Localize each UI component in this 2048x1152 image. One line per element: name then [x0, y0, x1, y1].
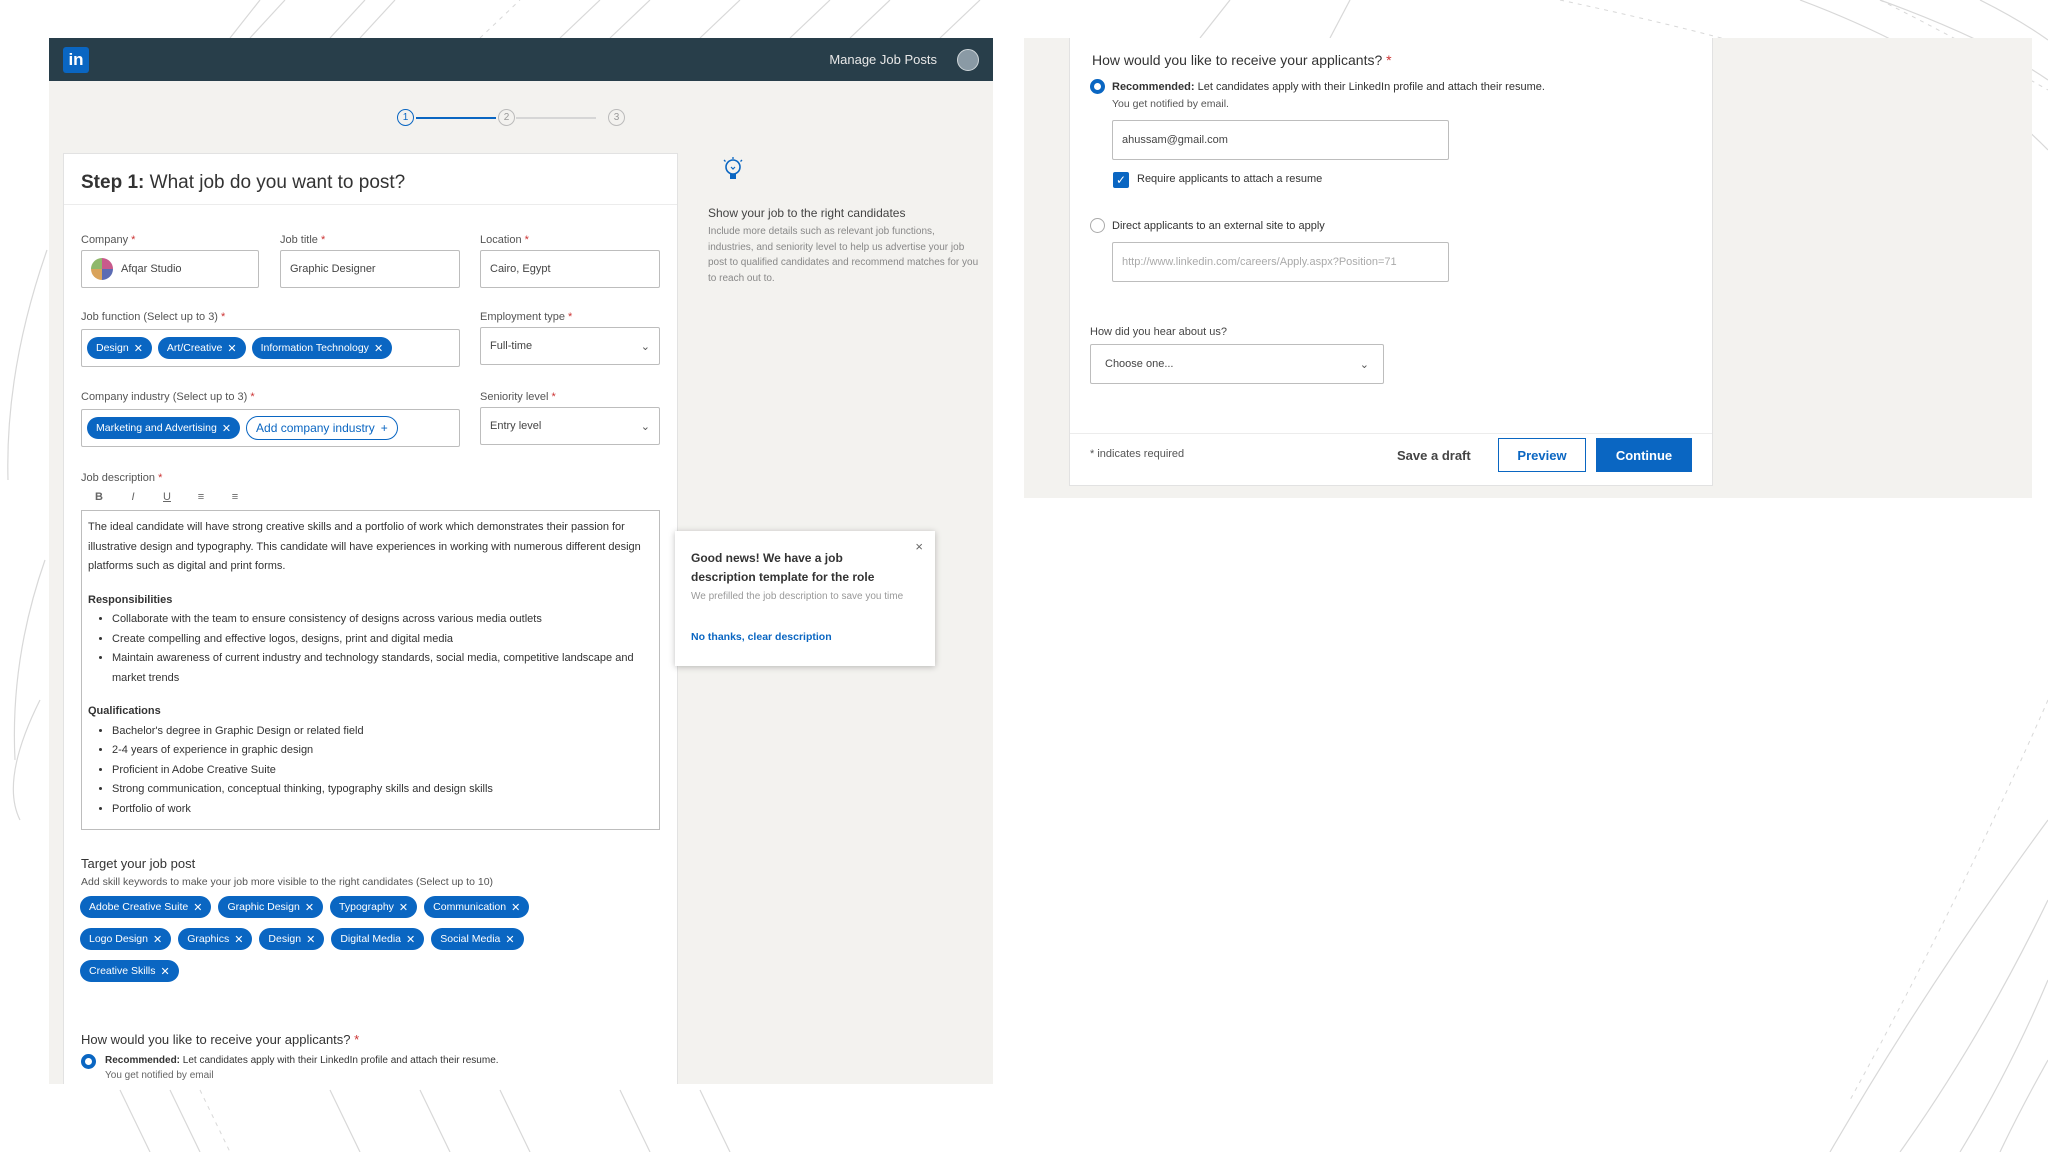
- email-field[interactable]: [1112, 120, 1449, 160]
- target-subtitle: Add skill keywords to make your job more visible to the right candidates (Select up to 10): [81, 876, 494, 888]
- add-company-industry-button[interactable]: Add company industry +: [246, 416, 398, 440]
- target-heading: Target your job post: [81, 856, 196, 871]
- remove-icon[interactable]: ✕: [227, 342, 237, 355]
- skill-chip[interactable]: Graphics ✕: [178, 928, 252, 950]
- remove-icon[interactable]: ✕: [398, 901, 409, 914]
- remove-icon[interactable]: ✕: [160, 965, 170, 978]
- skill-chip[interactable]: Design ✕: [259, 928, 324, 950]
- template-popover: [675, 531, 935, 666]
- responsibilities-heading: Responsibilities: [88, 593, 173, 606]
- italic-button[interactable]: I: [131, 491, 135, 503]
- manage-job-posts-link[interactable]: Manage Job Posts: [829, 52, 937, 67]
- tips-body: Include more details such as relevant job functions, industries, and seniority level to help us advertise your job post to qualified candidates and recommend matches for you to reach out to.: [708, 226, 979, 284]
- recommended-radio[interactable]: [81, 1054, 96, 1069]
- continue-button[interactable]: Continue: [1596, 438, 1692, 472]
- preview-button[interactable]: Preview: [1498, 438, 1586, 472]
- divider: [64, 204, 677, 205]
- list-item: • Maintain awareness of current industry and technology standards, social media, competitive landscape and market trends: [112, 649, 653, 688]
- external-url-field[interactable]: [1112, 242, 1449, 282]
- top-navbar: [49, 38, 993, 81]
- skill-chip[interactable]: Typography ✕: [330, 896, 417, 918]
- editor-toolbar: [92, 491, 242, 503]
- skill-chip[interactable]: Graphic Design ✕: [218, 896, 323, 918]
- stepper-line-progress: [416, 117, 496, 119]
- job-title-label: Job title *: [280, 234, 326, 246]
- receive-applicants-question: How would you like to receive your applicants? *: [81, 1032, 360, 1047]
- page-title: [81, 172, 405, 194]
- company-value: Afqar Studio: [121, 263, 182, 275]
- stepper: [394, 106, 634, 130]
- skill-chip[interactable]: Logo Design ✕: [80, 928, 171, 950]
- list-item: • 2-4 years of experience in graphic design: [112, 741, 653, 761]
- bulleted-list-button[interactable]: ≡: [231, 491, 239, 503]
- external-site-radio[interactable]: [1090, 218, 1105, 233]
- skill-chips-row: [80, 960, 179, 982]
- job-function-chip[interactable]: Design ✕: [87, 337, 152, 359]
- recommended-option-label: Recommended: Let candidates apply with their LinkedIn profile and attach their resume.: [105, 1055, 499, 1066]
- seniority-level-select[interactable]: [480, 407, 660, 445]
- qualifications-heading: Qualifications: [88, 705, 161, 717]
- job-function-chip[interactable]: Information Technology ✕: [252, 337, 393, 359]
- recommended-option-subtext: You get notified by email.: [1112, 98, 1229, 110]
- responsibilities-list: [112, 610, 653, 688]
- list-item: • Create compelling and effective logos, designs, print and digital media: [112, 630, 653, 650]
- external-url-placeholder: http://www.linkedin.com/careers/Apply.aspx?Position=71: [1122, 256, 1397, 268]
- remove-icon[interactable]: ✕: [306, 933, 316, 946]
- remove-icon[interactable]: ✕: [152, 933, 163, 946]
- receive-applicants-question: How would you like to receive your applicants? *: [1092, 52, 1392, 68]
- employment-type-select[interactable]: [480, 327, 660, 365]
- employment-type-label: Employment type *: [480, 311, 573, 323]
- list-item: • Proficient in Adobe Creative Suite: [112, 761, 653, 781]
- company-label: Company *: [81, 234, 136, 246]
- job-post-form-panel: [49, 38, 993, 1084]
- divider: [1070, 433, 1712, 434]
- skill-chips-row: [80, 928, 524, 950]
- close-icon[interactable]: ×: [915, 539, 923, 554]
- bold-button[interactable]: B: [95, 491, 103, 503]
- applicants-card: [1069, 38, 1713, 486]
- step-1-indicator: 1: [397, 109, 414, 126]
- remove-icon[interactable]: ✕: [505, 933, 515, 946]
- recommended-option-label: Recommended: Let candidates apply with their LinkedIn profile and attach their resume.: [1112, 81, 1545, 93]
- skill-chip[interactable]: Social Media ✕: [431, 928, 523, 950]
- list-item: • Bachelor's degree in Graphic Design or related field: [112, 722, 653, 742]
- remove-icon[interactable]: ✕: [406, 933, 416, 946]
- external-site-label: Direct applicants to an external site to apply: [1112, 220, 1325, 232]
- remove-icon[interactable]: ✕: [373, 342, 384, 355]
- seniority-level-value: Entry level: [490, 420, 542, 432]
- company-industry-chip[interactable]: Marketing and Advertising ✕: [87, 417, 240, 439]
- job-function-field[interactable]: [81, 329, 460, 367]
- list-item: • Collaborate with the team to ensure consistency of designs across various media outlets: [112, 610, 653, 630]
- require-resume-checkbox[interactable]: [1113, 172, 1129, 188]
- job-function-label: Job function (Select up to 3) *: [81, 311, 226, 323]
- chevron-down-icon: ⌄: [640, 420, 650, 433]
- plus-icon: +: [380, 421, 388, 435]
- company-industry-field[interactable]: [81, 409, 460, 447]
- step-label: Step 1:: [81, 172, 145, 193]
- remove-icon[interactable]: ✕: [511, 901, 521, 914]
- tips-title: Show your job to the right candidates: [708, 206, 906, 220]
- step-2-indicator: 2: [498, 109, 515, 126]
- company-industry-label: Company industry (Select up to 3) *: [81, 391, 255, 403]
- step-title-text: What job do you want to post?: [149, 172, 406, 193]
- step-3-indicator: 3: [608, 109, 625, 126]
- job-description-label: Job description *: [81, 472, 163, 484]
- job-function-chip[interactable]: Art/Creative ✕: [158, 337, 246, 359]
- applicants-settings-panel: [1024, 38, 2032, 498]
- remove-icon[interactable]: ✕: [133, 342, 143, 355]
- chevron-down-icon: ⌄: [1359, 358, 1369, 371]
- underline-button[interactable]: U: [163, 491, 171, 503]
- save-draft-button[interactable]: Save a draft: [1397, 448, 1471, 463]
- chevron-down-icon: ⌄: [640, 340, 650, 353]
- job-title-field[interactable]: [280, 250, 460, 288]
- checkmark-icon: ✓: [1115, 173, 1127, 187]
- description-intro: The ideal candidate will have strong creative skills and a portfolio of work which demonstrates their passion for illustrative design and typography. This candidate will have experiences in working with numerous different design platforms such as digital and print forms.: [88, 521, 641, 572]
- skill-chip[interactable]: Digital Media ✕: [331, 928, 424, 950]
- remove-icon[interactable]: ✕: [304, 901, 315, 914]
- job-description-editor[interactable]: [81, 510, 660, 830]
- user-avatar[interactable]: [957, 49, 979, 71]
- hear-about-us-label: How did you hear about us?: [1090, 326, 1227, 338]
- skill-chip[interactable]: Adobe Creative Suite ✕: [80, 896, 211, 918]
- linkedin-logo[interactable]: in: [63, 47, 89, 73]
- popover-body: We prefilled the job description to save you time: [691, 591, 904, 602]
- require-resume-label: Require applicants to attach a resume: [1137, 173, 1323, 185]
- hear-about-us-value: Choose one...: [1105, 358, 1174, 370]
- numbered-list-button[interactable]: ≡: [197, 491, 205, 503]
- recommended-option-subtext: You get notified by email: [105, 1070, 214, 1081]
- location-label: Location *: [480, 234, 529, 246]
- remove-icon[interactable]: ✕: [193, 901, 203, 914]
- recommended-radio[interactable]: [1090, 79, 1105, 94]
- skill-chips-row: [80, 896, 529, 918]
- location-field[interactable]: [480, 250, 660, 288]
- lightbulb-icon: [721, 156, 745, 184]
- qualifications-list: [112, 722, 653, 820]
- email-value: ahussam@gmail.com: [1122, 134, 1228, 146]
- required-note: * indicates required: [1090, 448, 1185, 460]
- clear-description-link[interactable]: No thanks, clear description: [691, 631, 832, 643]
- employment-type-value: Full-time: [490, 340, 533, 352]
- stepper-line: [516, 117, 596, 119]
- job-title-value: Graphic Designer: [290, 263, 376, 275]
- hear-about-us-select[interactable]: [1090, 344, 1384, 384]
- list-item: • Portfolio of work: [112, 800, 653, 820]
- seniority-level-label: Seniority level *: [480, 391, 556, 403]
- company-logo: [91, 258, 113, 280]
- remove-icon[interactable]: ✕: [221, 422, 232, 435]
- list-item: • Strong communication, conceptual thinking, typography skills and design skills: [112, 780, 653, 800]
- remove-icon[interactable]: ✕: [234, 933, 244, 946]
- company-field[interactable]: [81, 250, 259, 288]
- form-card: [63, 153, 678, 1084]
- skill-chip[interactable]: Communication ✕: [424, 896, 529, 918]
- location-value: Cairo, Egypt: [490, 263, 551, 275]
- skill-chip[interactable]: Creative Skills ✕: [80, 960, 179, 982]
- popover-title: Good news! We have a job description template for the role: [691, 551, 875, 584]
